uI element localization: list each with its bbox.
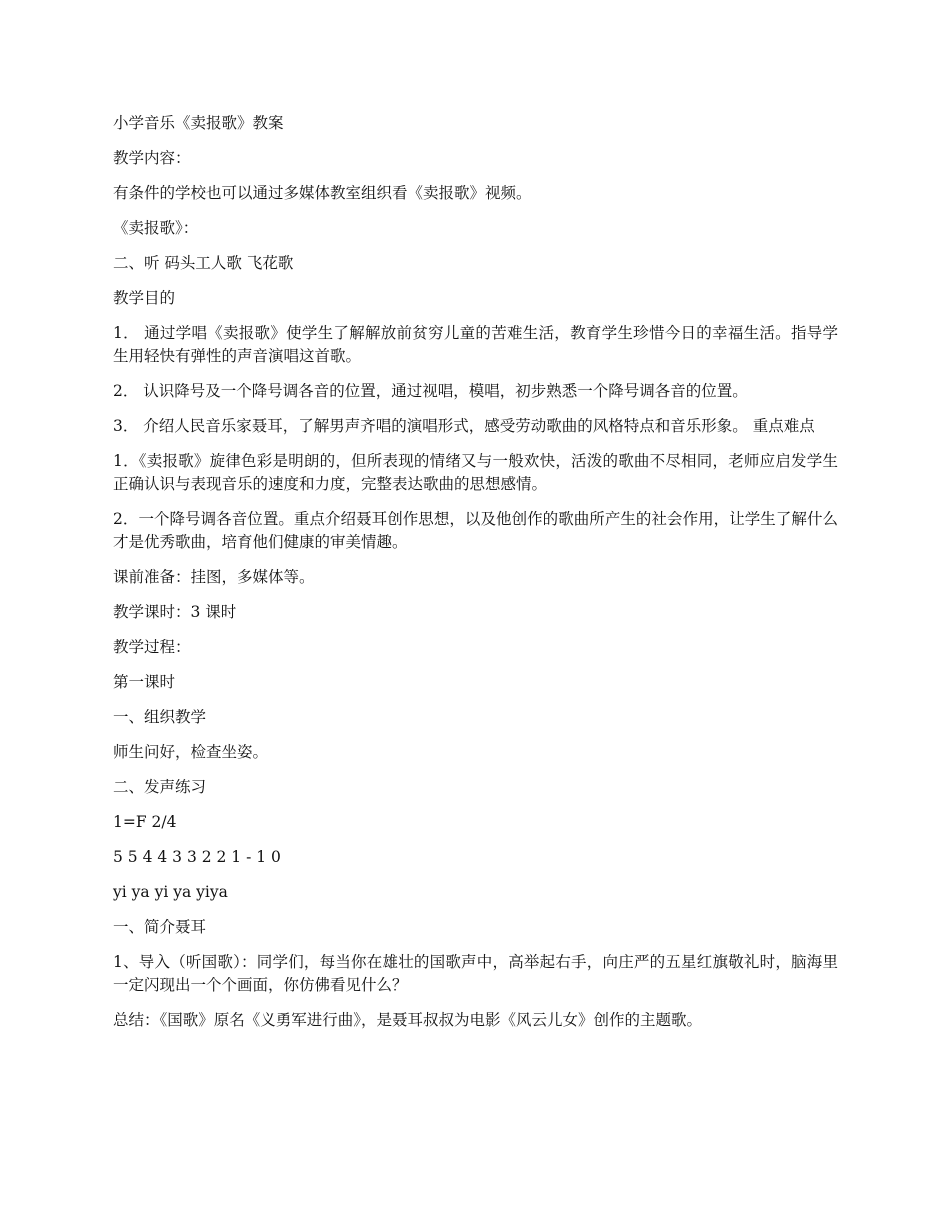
paragraph: 总结：《国歌》原名《义勇军进行曲》，是聂耳叔叔为电影《风云儿女》创作的主题歌。 bbox=[113, 1011, 703, 1029]
section-heading: 一、简介聂耳 bbox=[113, 918, 207, 936]
paragraph: 教学过程： bbox=[113, 638, 191, 656]
paragraph: 有条件的学校也可以通过多媒体教室组织看《卖报歌》视频。 bbox=[113, 184, 532, 202]
music-key-signature: 1=F 2/4 bbox=[113, 813, 177, 831]
section-heading: 一、组织教学 bbox=[113, 708, 207, 726]
paragraph: 《卖报歌》： bbox=[113, 219, 199, 237]
paragraph: 2．一个降号调各音位置。重点介绍聂耳创作思想，以及他创作的歌曲所产生的社会作用，让学生了解什么才是优秀歌曲，培育他们健康的审美情趣。 bbox=[113, 510, 838, 551]
paragraph: 二、听 码头工人歌 飞花歌 bbox=[113, 254, 294, 272]
paragraph: 教学内容： bbox=[113, 149, 191, 167]
paragraph: 课前准备：挂图，多媒体等。 bbox=[113, 568, 315, 586]
paragraph: 教学课时：3 课时 bbox=[113, 603, 237, 621]
section-heading: 二、发声练习 bbox=[113, 778, 207, 796]
music-lyrics: yi ya yi ya yiya bbox=[113, 883, 228, 901]
music-notation: 5 5 4 4 3 3 2 2 1 - 1 0 bbox=[113, 848, 281, 866]
document-page bbox=[113, 112, 838, 1044]
paragraph: 1． 通过学唱《卖报歌》使学生了解解放前贫穷儿童的苦难生活，教育学生珍惜今日的幸福生活。指导学生用轻快有弹性的声音演唱这首歌。 bbox=[113, 324, 838, 365]
paragraph: 1．《卖报歌》旋律色彩是明朗的，但所表现的情绪又与一般欢快，活泼的歌曲不尽相同，老师应启发学生正确认识与表现音乐的速度和力度，完整表达歌曲的思想感情。 bbox=[113, 452, 838, 493]
paragraph: 师生问好，检查坐姿。 bbox=[113, 743, 269, 761]
document-title: 小学音乐《卖报歌》教案 bbox=[113, 114, 284, 132]
paragraph: 3． 介绍人民音乐家聂耳，了解男声齐唱的演唱形式，感受劳动歌曲的风格特点和音乐形象。 重点难点 bbox=[113, 417, 815, 435]
paragraph: 1、导入（听国歌）：同学们，每当你在雄壮的国歌声中，高举起右手，向庄严的五星红旗敬礼时，脑海里一定闪现出一个个画面，你仿佛看见什么？ bbox=[113, 953, 838, 994]
paragraph: 2． 认识降号及一个降号调各音的位置，通过视唱，模唱，初步熟悉一个降号调各音的位置。 bbox=[113, 382, 748, 400]
section-heading: 第一课时 bbox=[113, 673, 176, 691]
section-heading: 教学目的 bbox=[113, 289, 176, 307]
